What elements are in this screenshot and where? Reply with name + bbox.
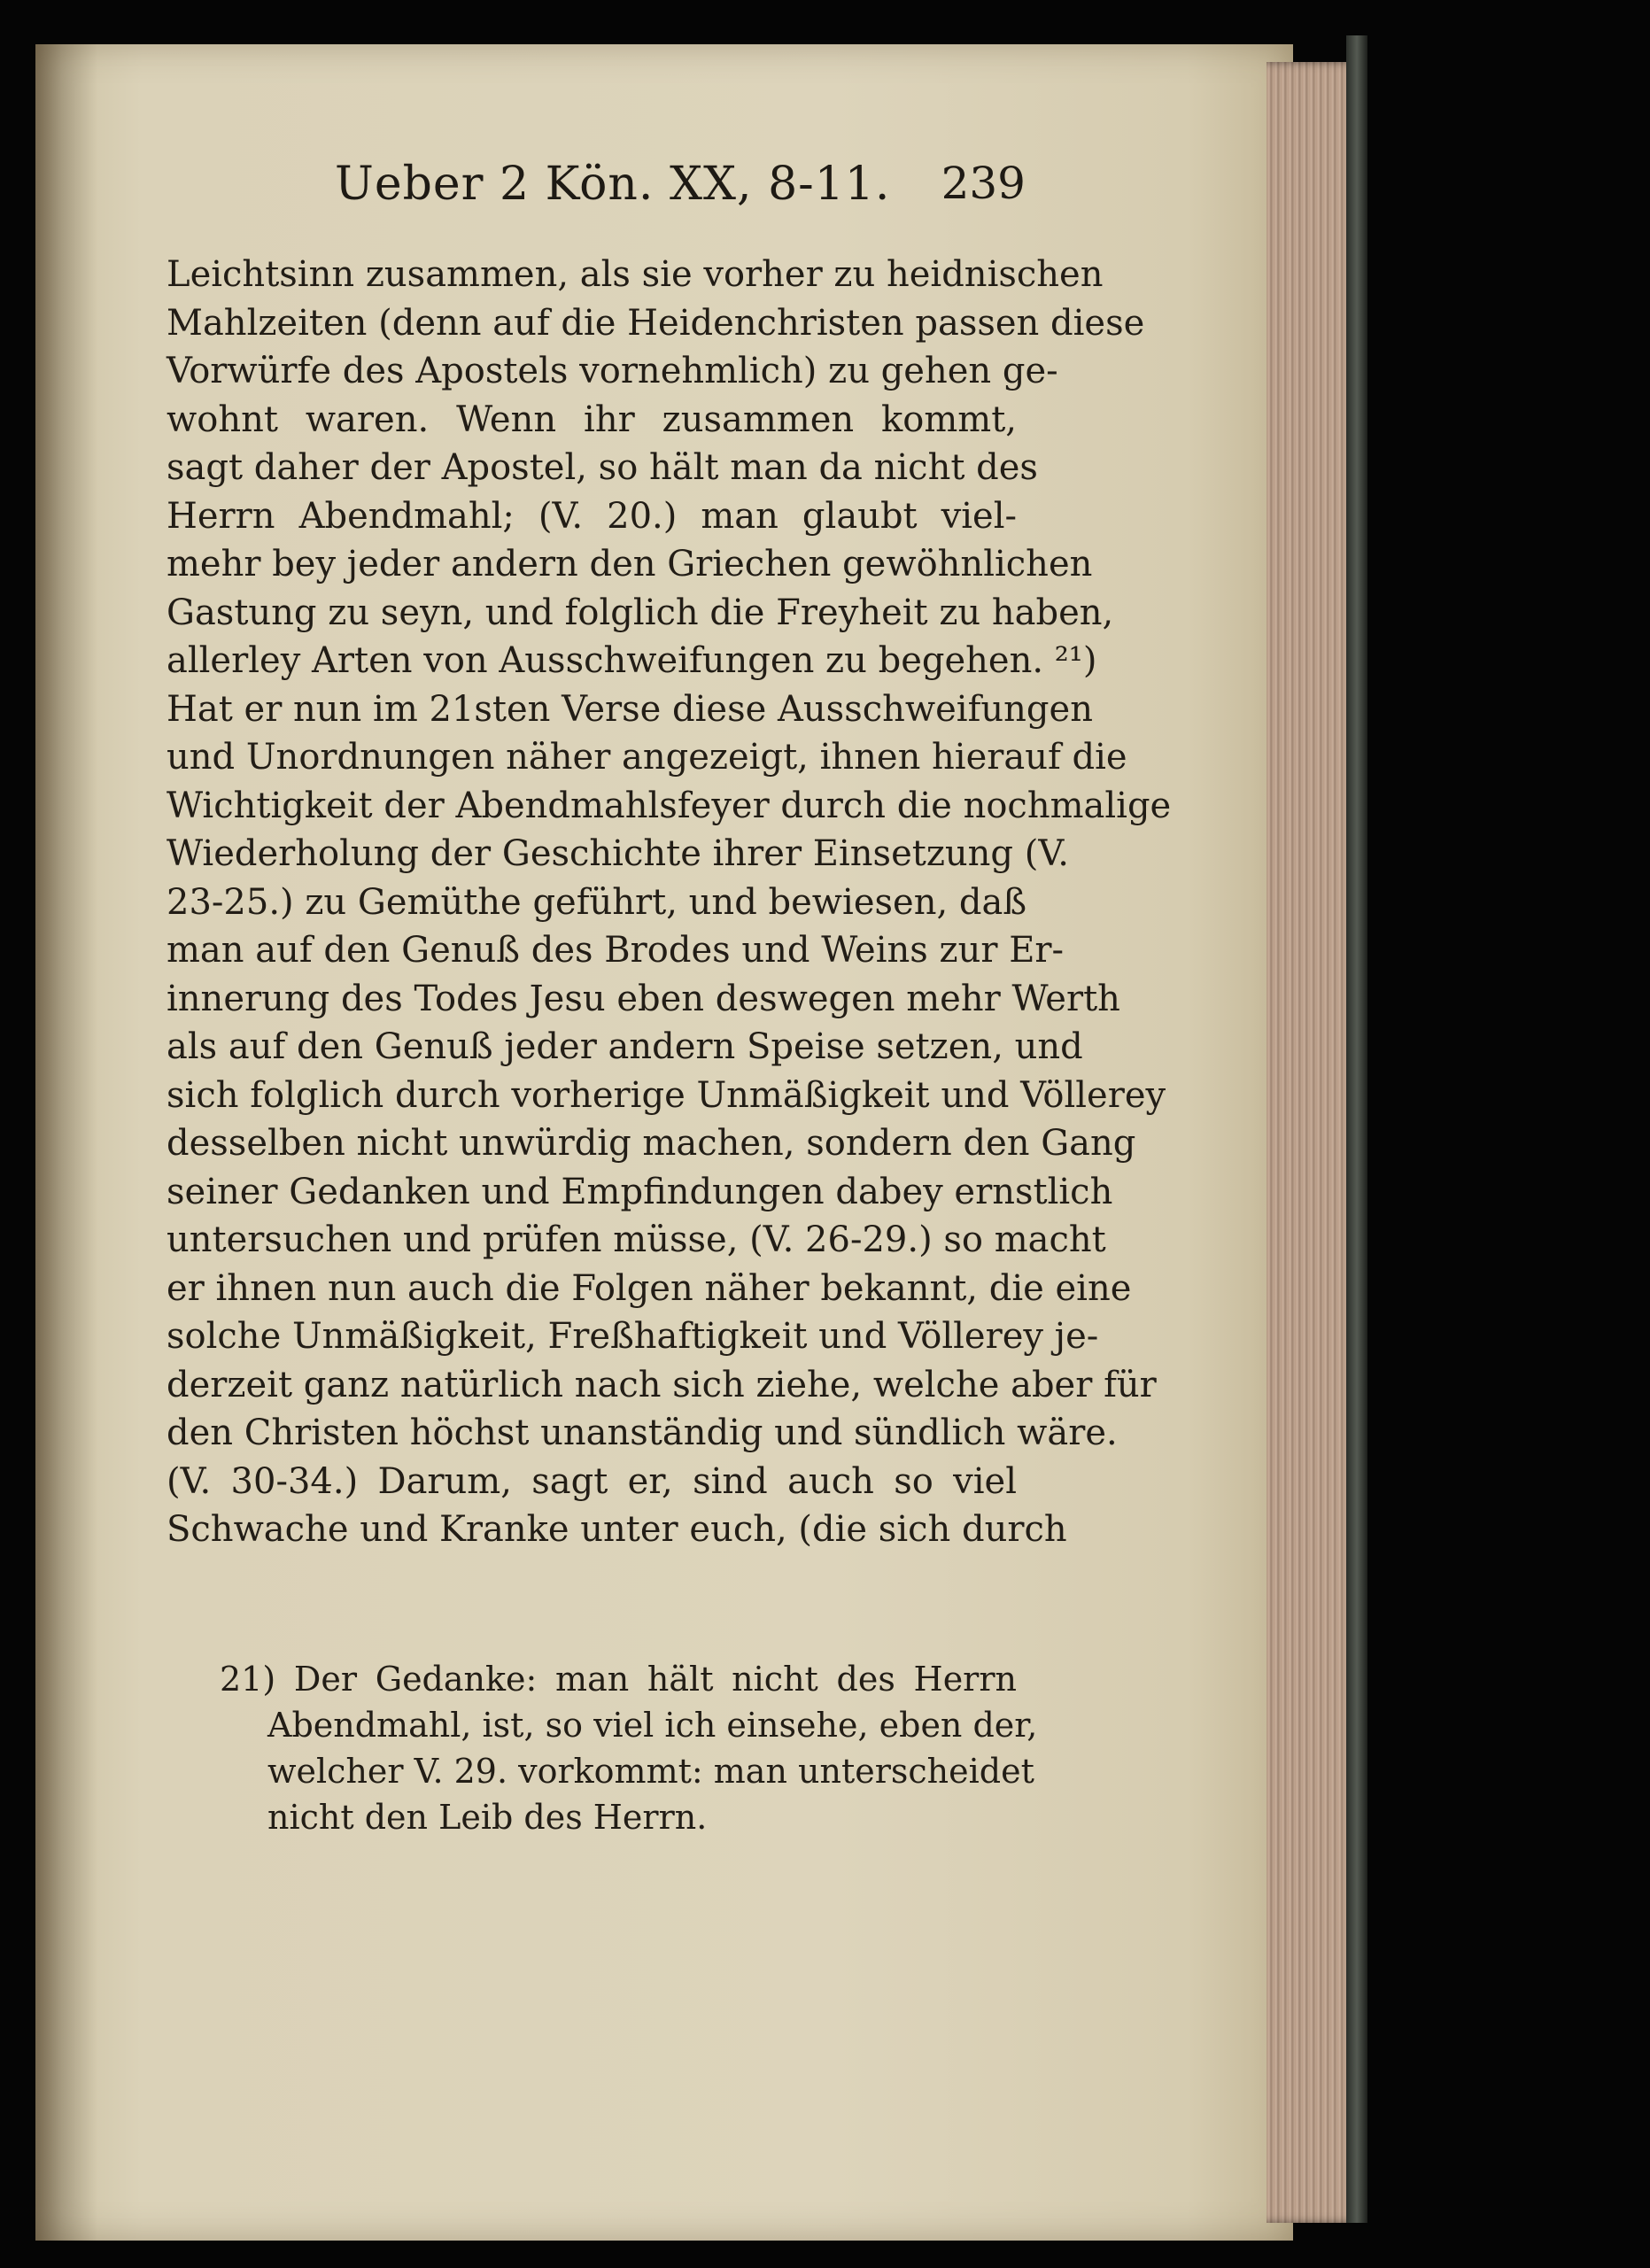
footnote-line: 21) Der Gedanke: man hält nicht des Herrn — [220, 1660, 1017, 1699]
text-line: Vorwürfe des Apostels vornehmlich) zu gehen ge- — [167, 351, 1058, 391]
text-line: Leichtsinn zusammen, als sie vorher zu heidnischen — [167, 254, 1104, 295]
text-line: wohnt waren. Wenn ihr zusammen kommt, — [167, 399, 1017, 440]
text-line: sich folglich durch vorherige Unmäßigkeit und Völlerey — [167, 1074, 1166, 1116]
text-line: Wiederholung der Geschichte ihrer Einsetzung (V. — [167, 833, 1069, 874]
gutter-shadow — [35, 44, 97, 2241]
text-line: er ihnen nun auch die Folgen näher bekannt, die eine — [167, 1267, 1132, 1309]
running-head: Ueber 2 Kön. XX, 8-11. — [335, 158, 891, 211]
text-line: Schwache und Kranke unter euch, (die sich durch — [167, 1509, 1067, 1550]
text-line: als auf den Genuß jeder andern Speise setzen, und — [167, 1026, 1083, 1067]
text-line: mehr bey jeder andern den Griechen gewöhnlichen — [167, 544, 1093, 584]
text-line: untersuchen und prüfen müsse, (V. 26-29.) so macht — [167, 1219, 1106, 1260]
text-line: man auf den Genuß des Brodes und Weins zur Er- — [167, 930, 1065, 971]
footnote — [220, 1656, 1038, 1840]
page-number: 239 — [941, 158, 1026, 209]
text-line: innerung des Todes Jesu eben deswegen mehr Werth — [167, 978, 1120, 1019]
text-line: den Christen höchst unanständig und sündlich wäre. — [167, 1413, 1118, 1453]
footnote-line: nicht den Leib des Herrn. — [267, 1798, 708, 1837]
text-line: desselben nicht unwürdig machen, sondern den Gang — [167, 1123, 1136, 1164]
text-line: (V. 30-34.) Darum, sagt er, sind auch so viel — [167, 1460, 1017, 1502]
text-line: Gastung zu seyn, und folglich die Freyheit zu haben, — [167, 592, 1114, 633]
text-line: solche Unmäßigkeit, Freßhaftigkeit und Völlerey je- — [167, 1316, 1099, 1357]
footnote-line: welcher V. 29. vorkommt: man unterscheidet — [267, 1752, 1034, 1791]
text-line: 23-25.) zu Gemüthe geführt, und bewiesen, daß — [167, 881, 1027, 923]
text-line: Hat er nun im 21sten Verse diese Ausschweifungen — [167, 688, 1093, 730]
text-line: Mahlzeiten (denn auf die Heidenchristen passen diese — [167, 302, 1145, 344]
text-line: allerley Arten von Ausschweifungen zu begehen. ²¹) — [167, 640, 1097, 681]
text-line: und Unordnungen näher angezeigt, ihnen hierauf die — [167, 737, 1127, 778]
text-line: seiner Gedanken und Empfindungen dabey ernstlich — [167, 1171, 1113, 1212]
page-header — [335, 158, 1026, 220]
footnote-line: Abendmahl, ist, so viel ich einsehe, eben der, — [267, 1706, 1038, 1745]
book-cover-edge — [1346, 35, 1367, 2223]
text-line: Herrn Abendmahl; (V. 20.) man glaubt viel- — [167, 495, 1017, 537]
text-line: derzeit ganz natürlich nach sich ziehe, welche aber für — [167, 1364, 1157, 1405]
text-line: sagt daher der Apostel, so hält man da nicht des — [167, 447, 1038, 488]
main-text — [167, 251, 1172, 1554]
text-line: Wichtigkeit der Abendmahlsfeyer durch die nochmalige — [167, 785, 1172, 826]
